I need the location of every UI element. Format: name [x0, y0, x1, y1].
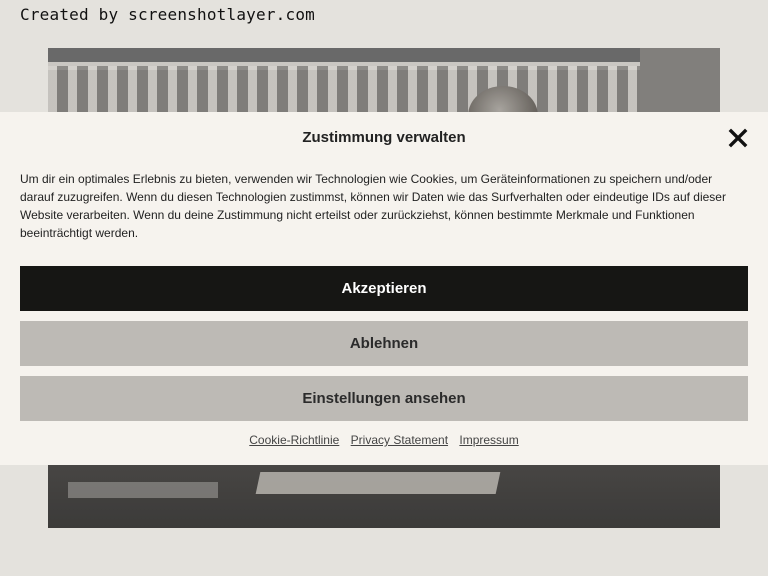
- deny-button[interactable]: Ablehnen: [20, 321, 748, 366]
- consent-title: Zustimmung verwalten: [302, 129, 466, 146]
- cookie-consent-banner: [0, 112, 768, 465]
- accept-button[interactable]: Akzeptieren: [20, 266, 748, 311]
- close-icon[interactable]: [727, 127, 749, 149]
- view-settings-button[interactable]: Einstellungen ansehen: [20, 376, 748, 421]
- cookie-policy-link[interactable]: Cookie-Richtlinie: [249, 433, 340, 447]
- imprint-link[interactable]: Impressum: [459, 433, 519, 447]
- watermark-text: Created by screenshotlayer.com: [20, 5, 315, 24]
- consent-description: Um dir ein optimales Erlebnis zu bieten, verwenden wir Technologien wie Cookies, um Geräteinformationen zu speichern und/oder darauf zuzugreifen. Wenn du diesen Technologien zustimmst, können wir Daten wie das Surfverhalten oder eindeutige IDs auf dieser Website verarbeiten. Wenn du deine Zustimmung nicht erteilst oder zurückziehst, können bestimmte Merkmale und Funktionen beeinträchtigt werden.: [20, 172, 726, 240]
- consent-links: [0, 433, 768, 447]
- privacy-statement-link[interactable]: Privacy Statement: [350, 433, 449, 447]
